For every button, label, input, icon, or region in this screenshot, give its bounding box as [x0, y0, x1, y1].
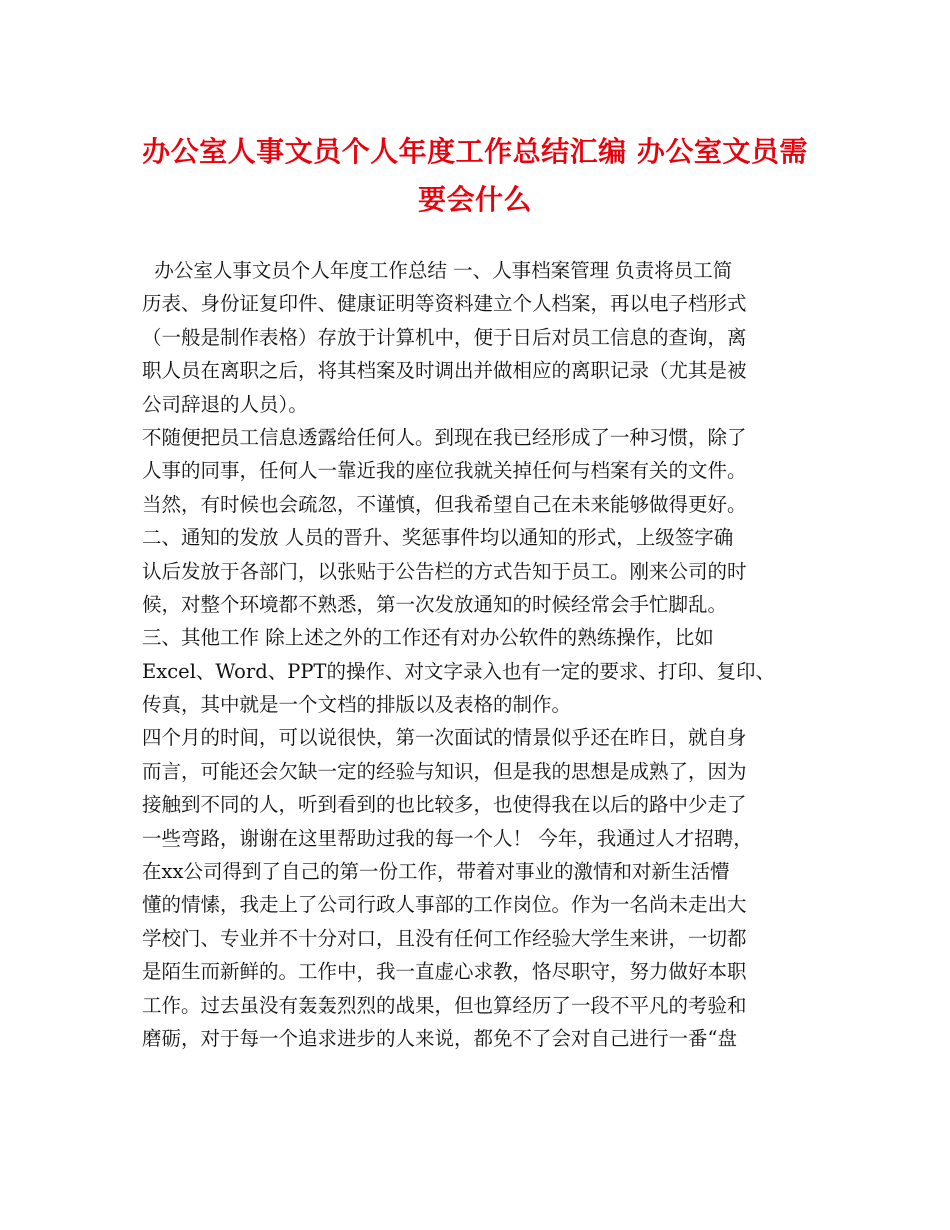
- body-line: 历表、身份证复印件、健康证明等资料建立个人档案，再以电子档形式: [142, 292, 747, 316]
- document-title: [120, 128, 830, 224]
- document-body: [142, 254, 832, 1055]
- body-line: 办公室人事文员个人年度工作总结 一、人事档案管理 负责将员工简: [142, 259, 733, 282]
- body-line: 三、其他工作 除上述之外的工作还有对办公软件的熟练操作，比如: [142, 626, 714, 650]
- body-line: 认后发放于各部门，以张贴于公告栏的方式告知于员工。刚来公司的时: [142, 559, 747, 583]
- body-line: （一般是制作表格）存放于计算机中，便于日后对员工信息的查询，离: [142, 325, 747, 349]
- body-line: 接触到不同的人，听到看到的也比较多，也使得我在以后的路中少走了: [142, 793, 747, 817]
- body-line: 人事的同事，任何人一靠近我的座位我就关掉任何与档案有关的文件。: [142, 459, 747, 483]
- body-line: 磨砺，对于每一个追求进步的人来说，都免不了会对自己进行一番“盘: [142, 1026, 737, 1050]
- body-line: 候，对整个环境都不熟悉，第一次发放通知的时候经常会手忙脚乱。: [142, 592, 728, 616]
- title-line-1: 办公室人事文员个人年度工作总结汇编 办公室文员需: [142, 135, 808, 168]
- body-line: 在xx公司得到了自己的第一份工作，带着对事业的激情和对新生活懵: [142, 860, 730, 884]
- body-line: 是陌生而新鲜的。工作中，我一直虚心求教，恪尽职守，努力做好本职: [142, 960, 747, 984]
- body-line: 二、通知的发放 人员的晋升、奖惩事件均以通知的形式，上级签字确: [142, 526, 734, 550]
- title-line-2: 要会什么: [417, 183, 532, 216]
- body-line: 传真，其中就是一个文档的排版以及表格的制作。: [142, 693, 572, 717]
- body-line: 不随便把员工信息透露给任何人。到现在我已经形成了一种习惯，除了: [142, 425, 747, 449]
- body-line: 职人员在离职之后，将其档案及时调出并做相应的离职记录（尤其是被: [142, 359, 747, 383]
- body-line: 学校门、专业并不十分对口，且没有任何工作经验大学生来讲，一切都: [142, 926, 747, 950]
- body-line: 懂的情愫，我走上了公司行政人事部的工作岗位。作为一名尚未走出大: [142, 893, 747, 917]
- body-line: 当然，有时候也会疏忽，不谨慎，但我希望自己在未来能够做得更好。: [142, 492, 747, 516]
- body-line: 一些弯路，谢谢在这里帮助过我的每一个人！ 今年，我通过人才招聘，: [142, 826, 753, 850]
- body-line: 公司辞退的人员）。: [142, 392, 308, 416]
- body-line: 四个月的时间，可以说很快，第一次面试的情景似乎还在昨日，就自身: [142, 726, 747, 750]
- body-line: 工作。过去虽没有轰轰烈烈的战果，但也算经历了一段不平凡的考验和: [142, 993, 747, 1017]
- body-line: 而言，可能还会欠缺一定的经验与知识，但是我的思想是成熟了，因为: [142, 759, 747, 783]
- body-line: Excel、Word、PPT的操作、对文字录入也有一定的要求、打印、复印、: [142, 659, 775, 683]
